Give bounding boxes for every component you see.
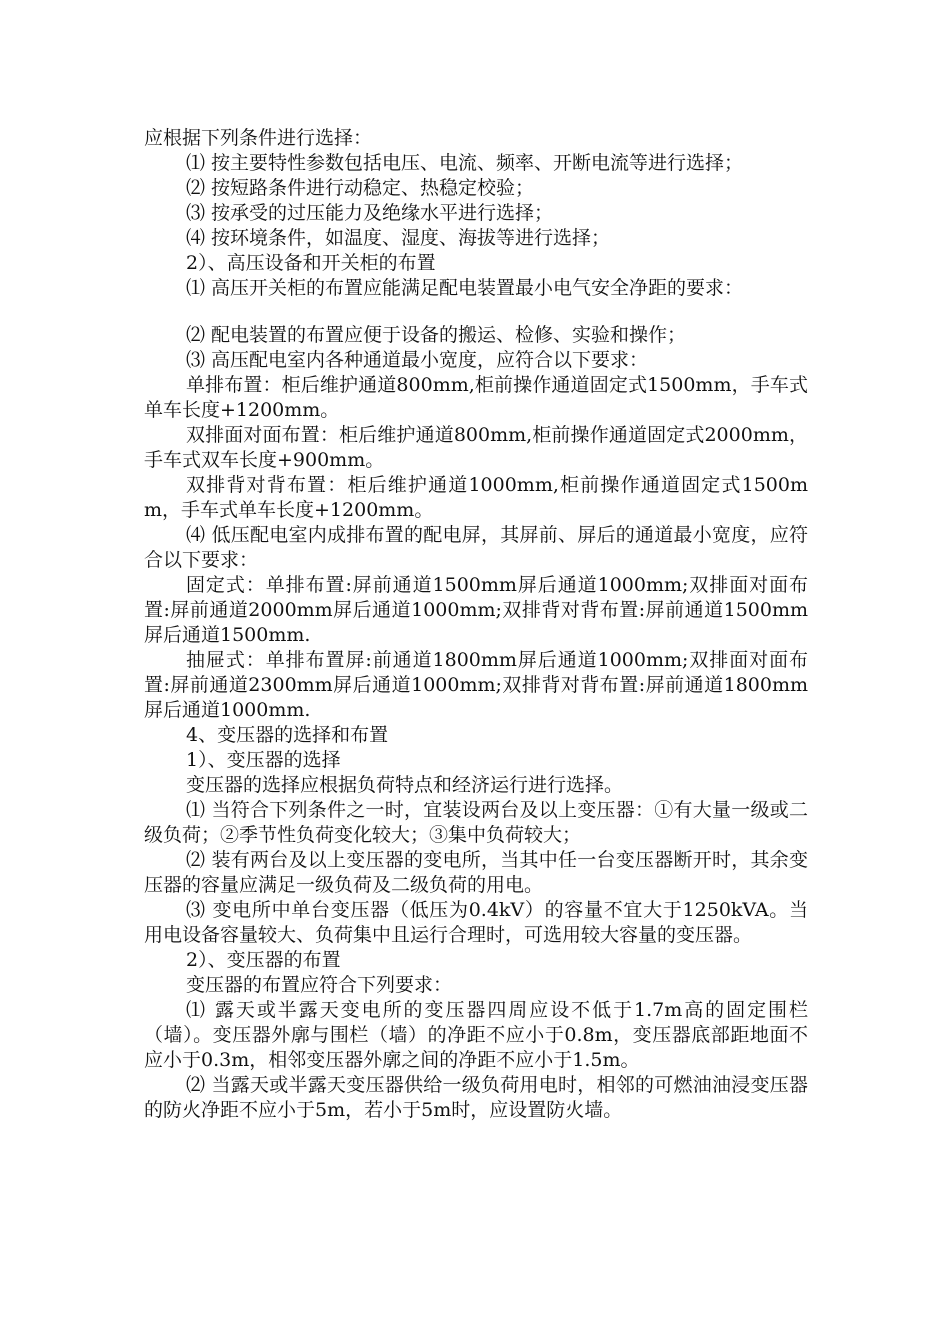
section-heading: 4、变压器的选择和布置 [186, 724, 389, 746]
paragraph: ⑷ 低压配电室内成排布置的配电屏，其屏前、屏后的通道最小宽度，应符合以下要求： [144, 524, 808, 571]
paragraph: ⑶ 高压配电室内各种通道最小宽度，应符合以下要求： [186, 349, 649, 371]
paragraph: ⑷ 按环境条件，如温度、湿度、海拔等进行选择； [186, 227, 611, 249]
paragraph: ⑶ 变电所中单台变压器（低压为0.4kV）的容量不宜大于1250kVA。当用电设备容量较大、负荷集中且运行合理时，可选用较大容量的变压器。 [144, 899, 808, 946]
paragraph: ⑵ 装有两台及以上变压器的变电所，当其中任一台变压器断开时，其余变压器的容量应满足一级负荷及二级负荷的用电。 [144, 849, 808, 896]
section-heading: 1）、变压器的选择 [186, 749, 341, 771]
document-page [144, 126, 808, 1123]
paragraph: 双排背对背布置：柜后维护通道1000mm,柜前操作通道固定式1500mm，手车式单车长度+1200mm。 [144, 474, 808, 521]
paragraph-spacer [144, 301, 808, 323]
paragraph: 单排布置：柜后维护通道800mm,柜前操作通道固定式1500mm，手车式单车长度+1200mm。 [144, 374, 808, 421]
paragraph: ⑵ 当露天或半露天变压器供给一级负荷用电时，相邻的可燃油油浸变压器的防火净距不应小于5m，若小于5m时，应设置防火墙。 [144, 1074, 808, 1121]
section-heading: 2）、高压设备和开关柜的布置 [186, 252, 436, 274]
paragraph: ⑵ 配电装置的布置应便于设备的搬运、检修、实验和操作； [186, 324, 687, 346]
paragraph: 双排面对面布置：柜后维护通道800mm,柜前操作通道固定式2000mm，手车式双车长度+900mm。 [144, 424, 808, 471]
paragraph: 应根据下列条件进行选择： [144, 127, 373, 149]
paragraph: ⑴ 露天或半露天变电所的变压器四周应设不低于1.7m高的固定围栏（墙）。变压器外廓与围栏（墙）的净距不应小于0.8m，变压器底部距地面不应小于0.3m，相邻变压器外廓之间的净距不应小于1.5m。 [144, 999, 808, 1071]
paragraph: ⑶ 按承受的过压能力及绝缘水平进行选择； [186, 202, 554, 224]
paragraph: ⑵ 按短路条件进行动稳定、热稳定校验； [186, 177, 535, 199]
paragraph: ⑴ 当符合下列条件之一时，宜装设两台及以上变压器：①有大量一级或二级负荷；②季节性负荷变化较大；③集中负荷较大； [144, 799, 808, 846]
section-heading: 2）、变压器的布置 [186, 949, 341, 971]
paragraph: ⑴ 高压开关柜的布置应能满足配电装置最小电气安全净距的要求： [186, 277, 744, 299]
paragraph: 变压器的选择应根据负荷特点和经济运行进行选择。 [186, 774, 624, 796]
paragraph: 抽屉式：单排布置屏:前通道1800mm屏后通道1000mm;双排面对面布置:屏前通道2300mm屏后通道1000mm;双排背对背布置:屏前通道1800mm屏后通道1000mm. [144, 649, 808, 721]
paragraph: ⑴ 按主要特性参数包括电压、电流、频率、开断电流等进行选择； [186, 152, 744, 174]
paragraph: 变压器的布置应符合下列要求： [186, 974, 453, 996]
paragraph: 固定式：单排布置:屏前通道1500mm屏后通道1000mm;双排面对面布置:屏前通道2000mm屏后通道1000mm;双排背对背布置:屏前通道1500mm屏后通道1500mm. [144, 574, 808, 646]
